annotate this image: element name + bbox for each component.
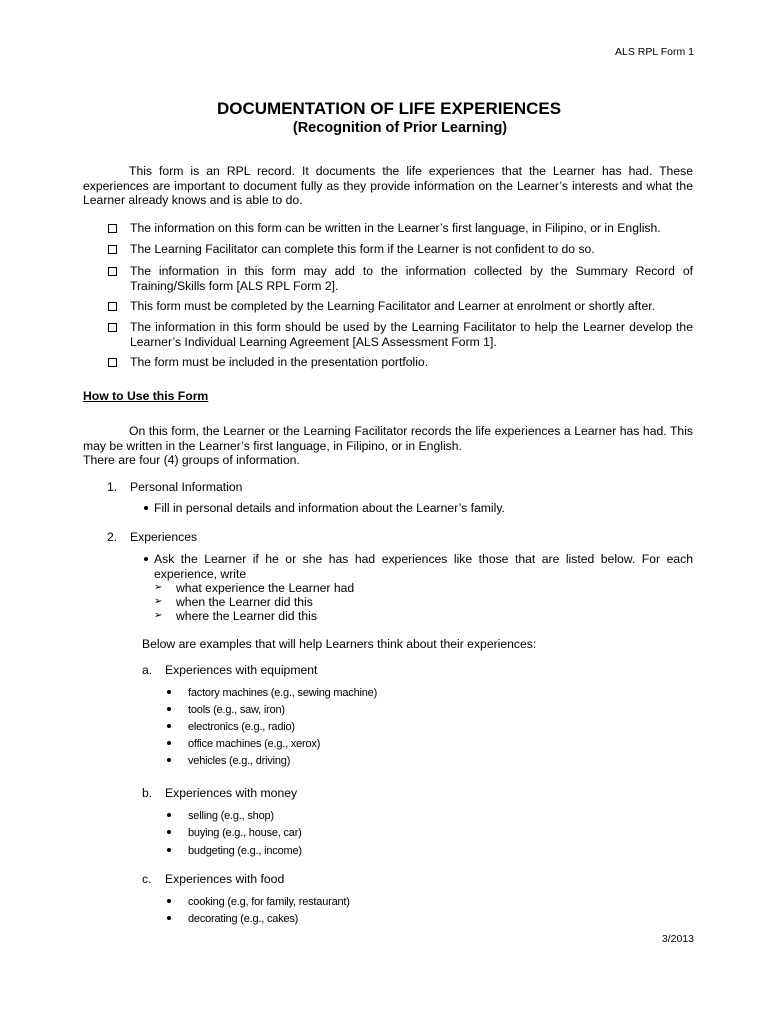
category-letter: c. [142, 872, 152, 886]
group-number: 2. [107, 530, 118, 544]
group-label: Personal Information [130, 480, 243, 494]
note-text: The form must be included in the presentation portfolio. [130, 355, 429, 369]
note-text: The information in this form should be used by the Learning Facilitator to help the Learner develop the Learner’s Individual Learning Agreement [ALS Assessment Form 1]. [130, 320, 693, 349]
how-to-paragraph: On this form, the Learner or the Learning Facilitator records the life experiences a Learner has had. This may be written in the Learner’s first language, in Filipino, or in English. [83, 424, 693, 453]
bullet-dot-icon [167, 690, 171, 694]
form-id-header: ALS RPL Form 1 [615, 46, 694, 58]
note-text: The information on this form can be written in the Learner’s first language, in Filipino, or in English. [130, 221, 661, 235]
intro-paragraph: This form is an RPL record. It documents the life experiences that the Learner has had. These experiences are important to document fully as they provide information on the Learner’s interests and what the Learner already knows and is able to do. [83, 164, 693, 207]
how-to-heading: How to Use this Form [83, 389, 209, 403]
group-bullet-text: Ask the Learner if he or she has had experiences like those that are listed below. For each experience, write [154, 552, 693, 581]
document-title: DOCUMENTATION OF LIFE EXPERIENCES [216, 99, 562, 118]
example-item: decorating (e.g., cakes) [188, 913, 299, 925]
groups-line: There are four (4) groups of information. [83, 453, 300, 467]
arrow-bullet-icon: ➢ [154, 596, 163, 607]
bullet-dot-icon [167, 916, 171, 920]
bullet-dot-icon [167, 848, 171, 852]
example-item: vehicles (e.g., driving) [188, 755, 291, 767]
document-subtitle: (Recognition of Prior Learning) [292, 120, 508, 136]
category-letter: a. [142, 663, 153, 677]
category-label: Experiences with food [165, 872, 285, 886]
examples-intro: Below are examples that will help Learners think about their experiences: [142, 637, 537, 651]
category-letter: b. [142, 786, 153, 800]
example-item: selling (e.g., shop) [188, 810, 274, 822]
example-item: buying (e.g., house, car) [188, 827, 302, 839]
group-label: Experiences [130, 530, 198, 544]
category-label: Experiences with money [165, 786, 298, 800]
footer-date: 3/2013 [661, 933, 694, 945]
arrow-bullet-icon: ➢ [154, 582, 163, 593]
bullet-dot-icon [167, 741, 171, 745]
checkbox-square-icon [108, 302, 117, 311]
bullet-dot-icon [144, 506, 148, 510]
arrow-item-text: where the Learner did this [176, 609, 317, 623]
category-label: Experiences with equipment [165, 663, 318, 677]
example-item: factory machines (e.g., sewing machine) [188, 687, 378, 699]
checkbox-square-icon [108, 358, 117, 367]
bullet-dot-icon [144, 557, 148, 561]
bullet-dot-icon [167, 707, 171, 711]
checkbox-square-icon [108, 224, 117, 233]
arrow-item-text: what experience the Learner had [176, 581, 355, 595]
bullet-dot-icon [167, 724, 171, 728]
checkbox-square-icon [108, 267, 117, 276]
note-text: The Learning Facilitator can complete this form if the Learner is not confident to do so. [130, 242, 595, 256]
group-bullet-text: Fill in personal details and information about the Learner’s family. [154, 501, 505, 515]
example-item: cooking (e.g, for family, restaurant) [188, 896, 350, 908]
checkbox-square-icon [108, 323, 117, 332]
arrow-bullet-icon: ➢ [154, 610, 163, 621]
example-item: budgeting (e.g., income) [188, 845, 302, 857]
bullet-dot-icon [167, 813, 171, 817]
arrow-item-text: when the Learner did this [176, 595, 313, 609]
example-item: office machines (e.g., xerox) [188, 738, 321, 750]
example-item: electronics (e.g., radio) [188, 721, 295, 733]
example-item: tools (e.g., saw, iron) [188, 704, 285, 716]
checkbox-square-icon [108, 245, 117, 254]
bullet-dot-icon [167, 830, 171, 834]
bullet-dot-icon [167, 758, 171, 762]
note-text: The information in this form may add to the information collected by the Summary Record of Training/Skills form [ALS RPL Form 2]. [130, 264, 693, 293]
group-number: 1. [107, 480, 118, 494]
bullet-dot-icon [167, 899, 171, 903]
note-text: This form must be completed by the Learning Facilitator and Learner at enrolment or shortly after. [130, 299, 655, 313]
